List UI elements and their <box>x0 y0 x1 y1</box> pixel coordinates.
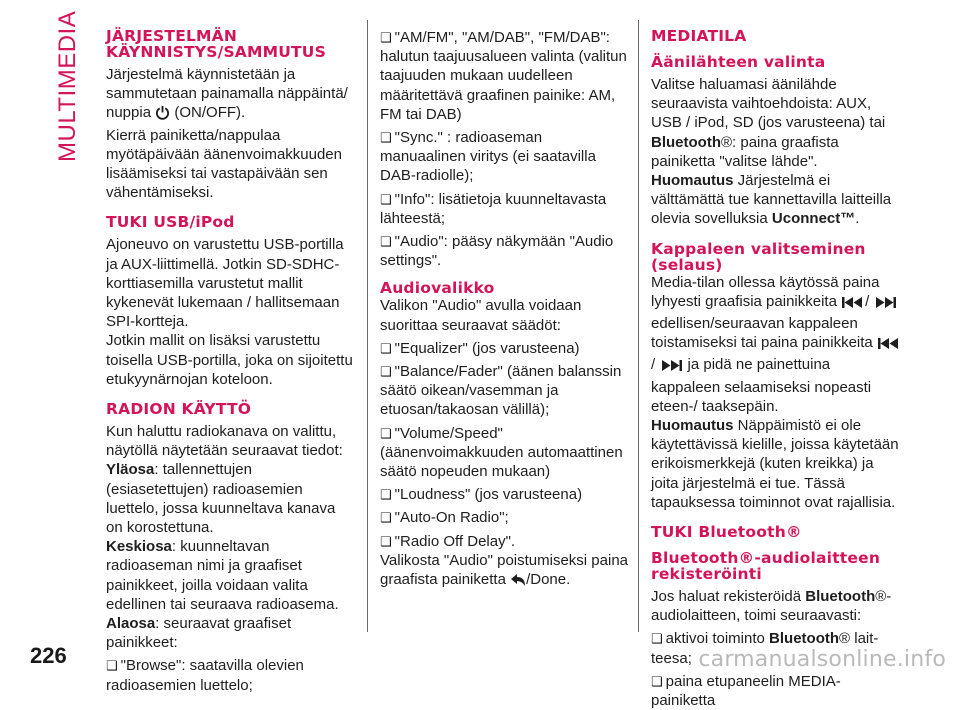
heading-audio-menu: Audiovalikko <box>380 279 495 298</box>
bullet-item: ❑ "Audio": pääsy näkymään "Audio settings". <box>380 232 628 270</box>
column-divider <box>638 20 639 632</box>
back-arrow-icon <box>510 573 526 592</box>
paragraph <box>651 75 903 171</box>
paragraph: Valikon "Audio" avulla voidaan suorittaa seuraavat säädöt: <box>380 297 582 334</box>
paragraph <box>380 551 628 592</box>
text: : seuraavat graafiset painikkeet: <box>106 615 292 652</box>
previous-track-icon <box>841 295 865 314</box>
heading-track-selection: Kappaleen valitseminen (selaus) <box>651 239 866 274</box>
section-side-label: MULTIMEDIA <box>54 10 81 162</box>
bold-term: Huomautus <box>651 172 734 190</box>
text: ja pidä ne painettuina kappaleen selaamiseksi nopeasti eteen-/ taaksepäin. <box>651 356 872 415</box>
text: Näppäimistö ei ole käytettävissä kielille, joissa käytetään erikoismerkkejä (kuten kreikka) ja joita järjestelmä ei tue. Tässä tapauksessa toiminnot ovat rajallisia. <box>651 417 899 511</box>
paragraph: Ajoneuvo on varustettu USB-portilla ja AUX-liittimellä. Jotkin SD-SDHC-korttiasemilla varustetut mallit kykenevät lukemaan / hallitsemaan SPI-kortteja. <box>106 236 344 331</box>
text: /Done. <box>526 571 571 589</box>
text: : kuunneltavan radioaseman nimi ja graafiset painikkeet, joilla voidaan valita edellinen tai seuraava radioasema. <box>106 538 339 613</box>
column-divider <box>367 20 368 632</box>
text: . <box>855 210 860 228</box>
watermark: carmanualsonline.info <box>698 647 946 672</box>
text: Järjestelmä käynnistetään ja sammutetaan painamalla näppäintä/ nuppia <box>106 66 348 122</box>
heading-bluetooth-support: TUKI Bluetooth® <box>651 523 802 542</box>
column-1 <box>106 28 356 695</box>
text: Media-tilan ollessa käytössä paina lyhyesti graafisia painikkeita <box>651 273 880 310</box>
bold-term: Huomautus <box>651 417 734 435</box>
bullet-item: ❑ "Balance/Fader" (äänen balanssin säätö oikean/vasemman ja etuosan/takaosan välillä); <box>380 362 628 420</box>
bullet-item: ❑ "Loudness" (jos varusteena) <box>380 485 628 504</box>
bullet-item: ❑ "Radio Off Delay". <box>380 532 628 551</box>
heading-usb-ipod: TUKI USB/iPod <box>106 213 235 232</box>
bold-term: Keskiosa <box>106 538 172 556</box>
bullet-item: ❑ paina etupaneelin MEDIA-painiketta <box>651 672 903 710</box>
paragraph <box>651 273 903 416</box>
column-2 <box>380 28 628 592</box>
bold-term: Yläosa <box>106 461 155 479</box>
bullet-item: ❑ "Volume/Speed" (äänenvoimakkuuden automaattinen säätö nopeuden mukaan) <box>380 424 628 482</box>
bold-term: Bluetooth <box>805 588 876 606</box>
text: ®: paina graafista painiketta "valitse lähde". <box>651 133 839 170</box>
heading-source-selection: Äänilähteen valinta <box>651 53 826 71</box>
bullet-item: ❑ "Sync." : radioaseman manuaalinen viritys (ei saatavilla DAB-radiolle); <box>380 128 628 186</box>
heading-media-mode: MEDIATILA <box>651 27 747 45</box>
bullet-item: ❑ "Info": lisätietoja kuunneltavasta lähteestä; <box>380 190 628 228</box>
paragraph <box>651 587 903 625</box>
next-track-icon <box>659 358 683 377</box>
text: (ON/OFF). <box>174 104 246 122</box>
paragraph: Kun haluttu radiokanava on valittu, näytöllä näytetään seuraavat tiedot: <box>106 423 343 460</box>
bullet-item: ❑ "Auto-On Radio"; <box>380 508 628 527</box>
paragraph <box>106 614 356 652</box>
heading-radio-use: RADION KÄYTTÖ <box>106 400 252 419</box>
paragraph: Jotkin mallit on lisäksi varustettu toisella USB-portilla, joka on sijoitettu etukyynärnojan koteloon. <box>106 332 353 388</box>
text: ® lait-teesa; <box>651 630 879 667</box>
text: : tallennettujen (esiasetettujen) radioasemien luettelo, jossa kuunneltava kanava on korostettuna. <box>106 461 336 537</box>
text: / <box>865 292 870 310</box>
text: ®-audiolaitteen, toimi seuraavasti: <box>651 588 892 625</box>
bold-term: Uconnect™ <box>771 210 856 228</box>
next-track-icon <box>873 295 897 314</box>
paragraph <box>106 460 356 537</box>
bullet-item: ❑ "AM/FM", "AM/DAB", "FM/DAB": halutun taajuusalueen valinta (valitun taajuuden mukaan uudelleen määritettävä graafinen painike: AM, FM tai DAB) <box>380 28 628 124</box>
paragraph <box>651 171 903 229</box>
paragraph <box>106 65 356 126</box>
text: aktivoi toiminto <box>665 630 765 648</box>
heading-bluetooth-registration: Bluetooth®-audiolaitteen rekisteröinti <box>651 549 881 584</box>
column-3 <box>651 28 903 710</box>
text: Valitse haluamasi äänilähde seuraavista vaihtoehdoista: AUX, USB / iPod, SD (jos varusteena) tai <box>651 76 886 132</box>
bold-term: Bluetooth <box>651 133 721 151</box>
text: Järjestelmä ei välttämättä tue kannettavilla laitteilla olevia sovelluksia <box>651 172 892 228</box>
text: edellisen/seuraavan kappaleen toistamiseksi tai paina painikkeita <box>651 315 873 352</box>
text: Jos haluat rekisteröidä <box>651 588 802 606</box>
bold-term: Bluetooth <box>769 630 840 648</box>
paragraph <box>106 537 356 614</box>
bold-term: Alaosa <box>106 615 156 633</box>
paragraph <box>651 416 903 512</box>
power-icon <box>155 105 170 125</box>
previous-track-icon <box>877 336 901 355</box>
bullet-item: ❑ "Browse": saatavilla olevien radioasemien luettelo; <box>106 656 356 694</box>
paragraph: Kierrä painiketta/nappulaa myötäpäivään äänenvoimakkuuden lisäämiseksi tai vastapäivään sen vähentämiseksi. <box>106 126 342 202</box>
page-number: 226 <box>30 643 67 668</box>
text: Valikosta "Audio" poistumiseksi paina graafista painiketta <box>380 551 628 589</box>
text: / <box>651 356 656 374</box>
bullet-item: ❑ "Equalizer" (jos varusteena) <box>380 339 628 358</box>
heading-system-power: JÄRJESTELMÄN KÄYNNISTYS/SAMMUTUS <box>106 27 326 61</box>
